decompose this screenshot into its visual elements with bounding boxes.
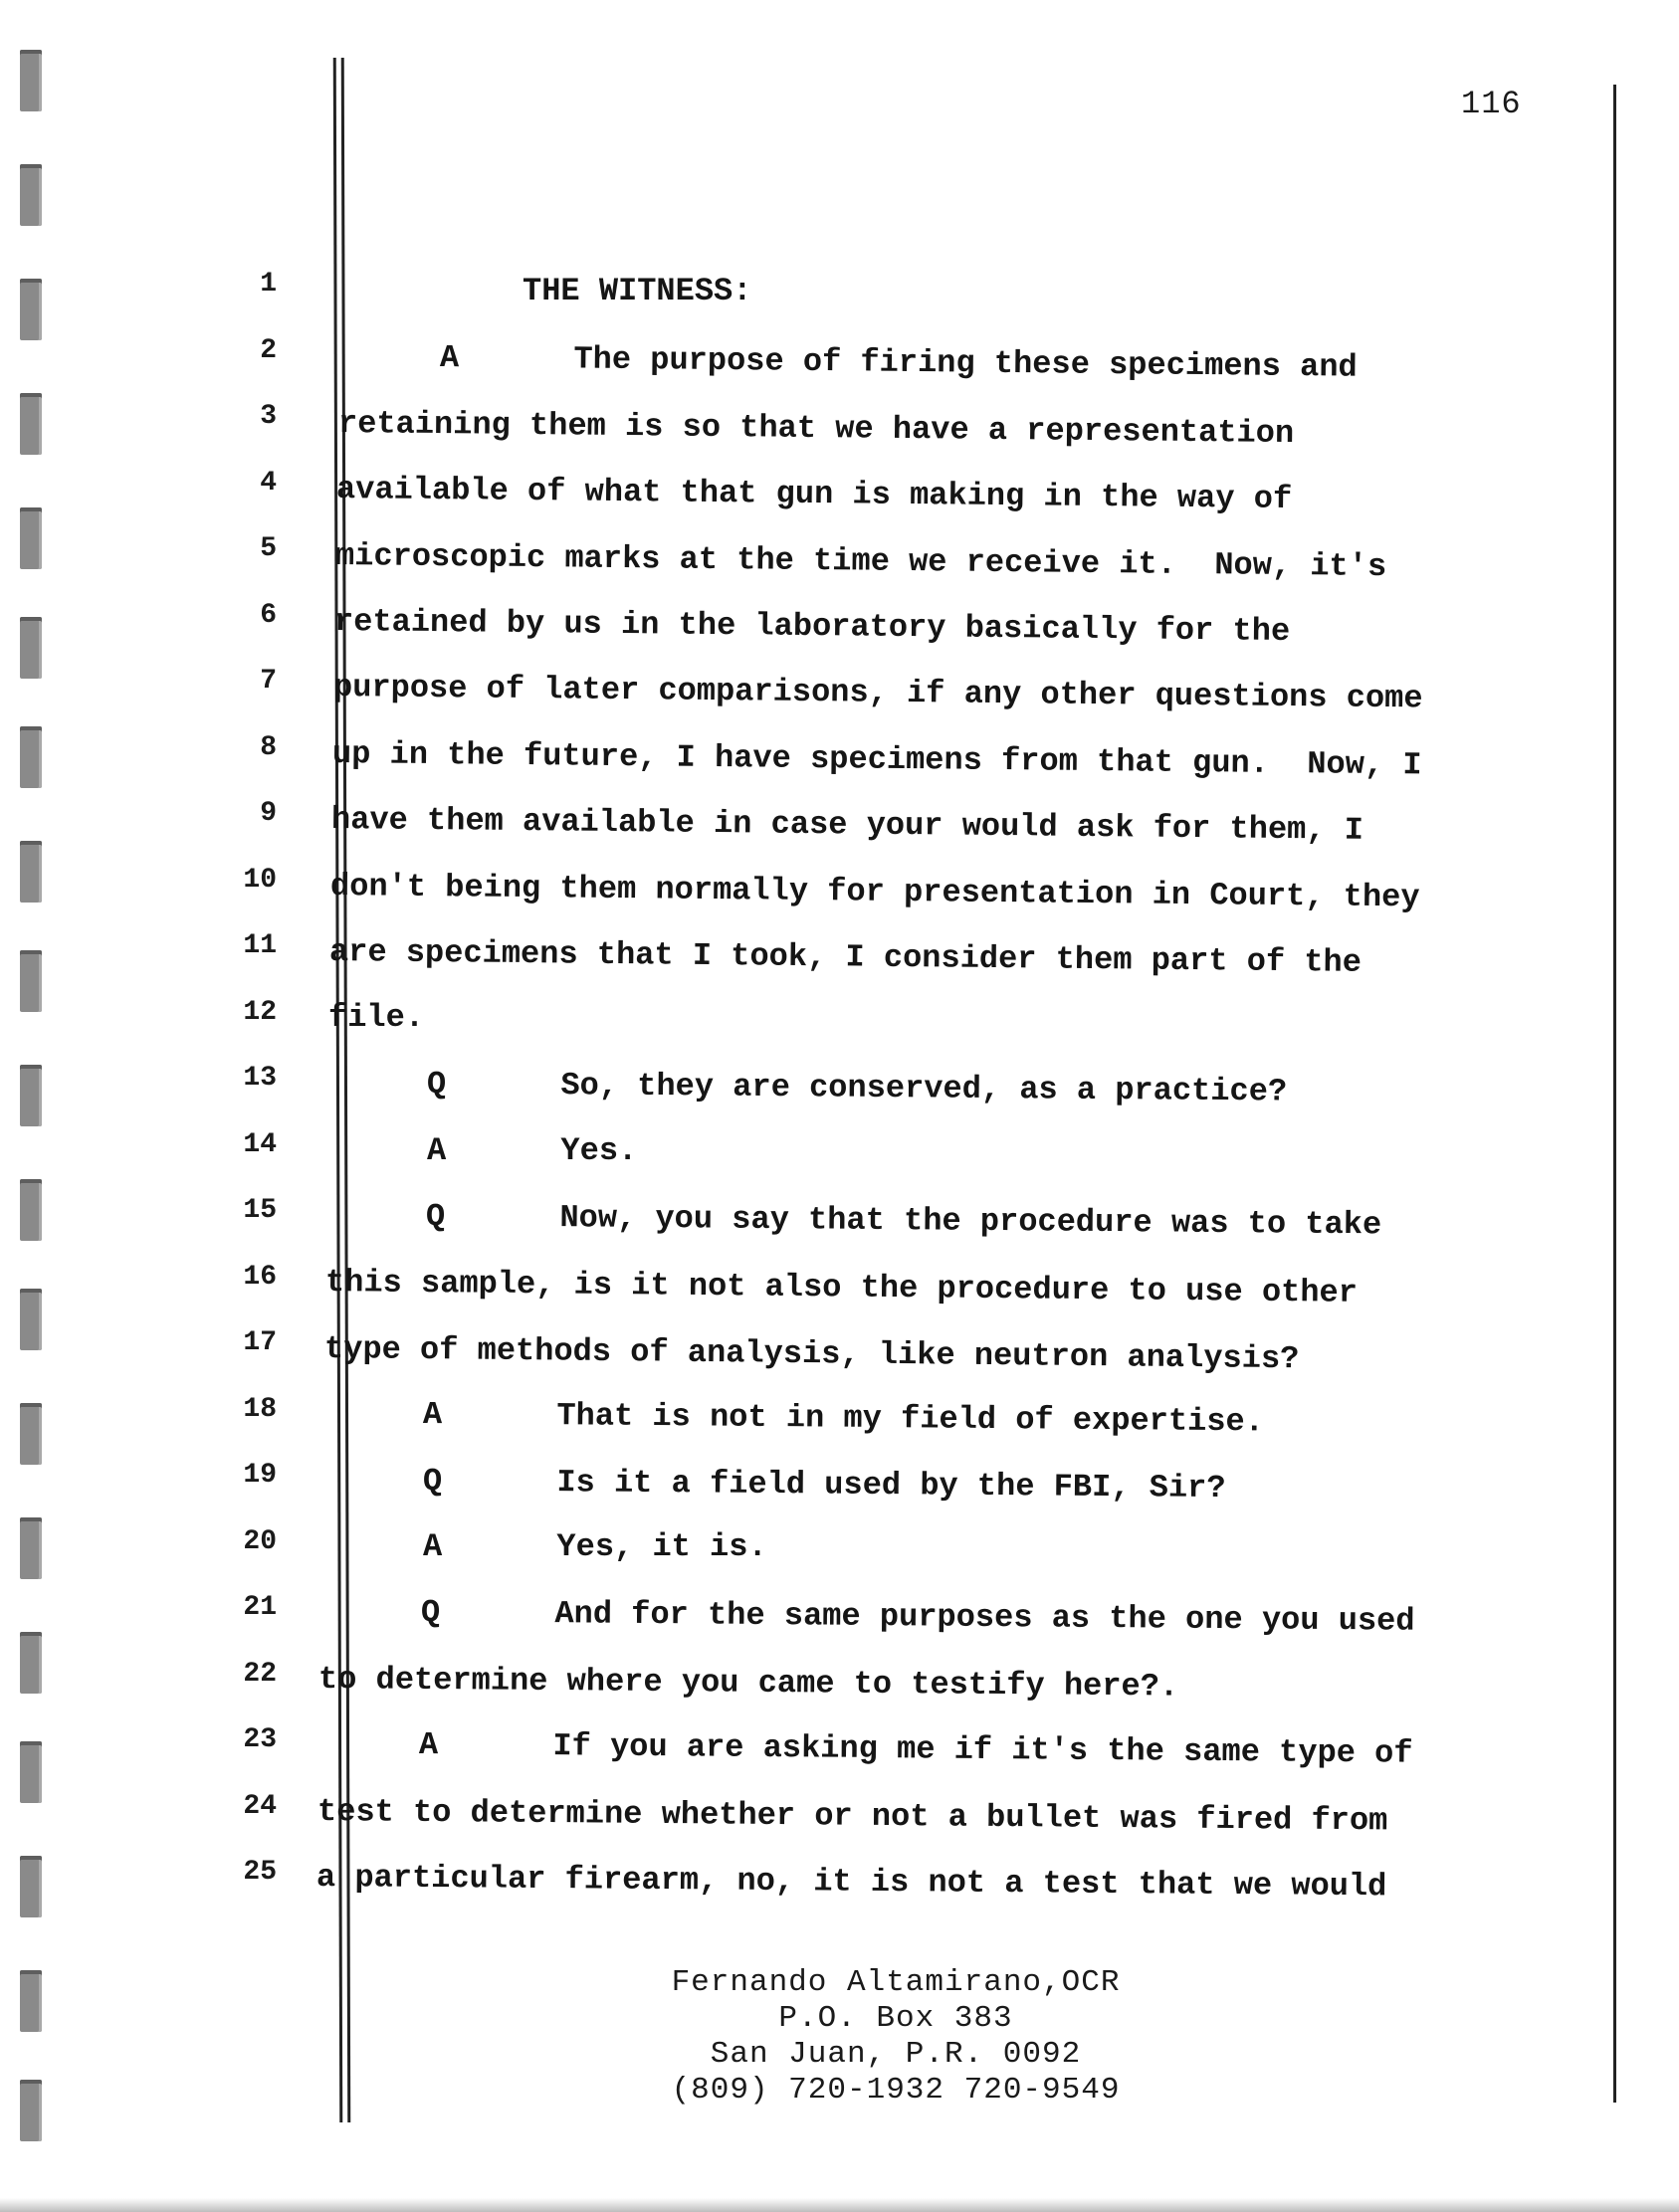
transcript-line: A If you are asking me if it's the same type of xyxy=(418,1726,1413,1772)
line-number: 13 xyxy=(243,1063,277,1094)
binder-hole xyxy=(20,507,42,569)
line-number: 23 xyxy=(243,1724,277,1755)
binder-hole xyxy=(20,164,42,226)
reporter-footer xyxy=(557,1965,1234,2109)
line-number: 15 xyxy=(243,1195,277,1226)
line-number: 19 xyxy=(243,1460,277,1491)
transcript-line: have them available in case your would ask for them, I xyxy=(330,801,1364,849)
binder-hole xyxy=(20,50,42,111)
binder-hole xyxy=(20,1632,42,1694)
binder-hole xyxy=(20,1403,42,1465)
line-number: 10 xyxy=(243,865,277,896)
reporter-name: Fernando Altamirano,OCR xyxy=(671,1965,1121,2000)
line-number: 6 xyxy=(260,600,277,631)
transcript-line: to determine where you came to testify here?. xyxy=(317,1661,1179,1706)
transcript-line: Q Now, you say that the procedure was to take xyxy=(425,1198,1382,1244)
page-edge-shadow xyxy=(0,2198,1679,2212)
reporter-phone: (809) 720-1932 720-9549 xyxy=(671,2073,1121,2108)
line-number: 17 xyxy=(243,1327,277,1358)
line-number: 9 xyxy=(260,798,277,829)
transcript-line: A Yes. xyxy=(427,1132,638,1169)
binder-hole xyxy=(20,1065,42,1126)
transcript-line: this sample, is it not also the procedure to use other xyxy=(324,1264,1359,1311)
line-number: 24 xyxy=(243,1791,277,1822)
line-number: 3 xyxy=(260,401,277,432)
binder-hole xyxy=(20,1517,42,1579)
binder-hole xyxy=(20,841,42,903)
line-number: 12 xyxy=(243,997,277,1028)
binder-hole xyxy=(20,726,42,788)
binder-hole xyxy=(20,279,42,340)
transcript-line: file. xyxy=(328,999,425,1036)
transcript-line: microscopic marks at the time we receive it. Now, it's xyxy=(334,537,1387,586)
binder-hole xyxy=(20,1741,42,1803)
line-number: 1 xyxy=(260,269,277,300)
line-number: 8 xyxy=(260,732,277,763)
line-number: 18 xyxy=(243,1394,277,1425)
reporter-city: San Juan, P.R. 0092 xyxy=(710,2037,1082,2072)
transcript-line: THE WITNESS: xyxy=(523,273,752,309)
line-number: 7 xyxy=(260,666,277,697)
line-number: 16 xyxy=(243,1262,277,1293)
transcript-line: type of methods of analysis, like neutron analysis? xyxy=(323,1330,1300,1378)
transcript-line: a particular firearm, no, it is not a test that we would xyxy=(315,1859,1387,1906)
binder-hole xyxy=(20,393,42,455)
transcript-line: are specimens that I took, I consider them part of the xyxy=(328,933,1363,981)
binder-hole xyxy=(20,1179,42,1241)
line-number: 22 xyxy=(243,1659,277,1690)
transcript-line: Q And for the same purposes as the one you used xyxy=(420,1594,1415,1640)
line-number: 20 xyxy=(243,1526,277,1557)
transcript-line: purpose of later comparisons, if any other questions come xyxy=(332,669,1423,717)
binder-hole xyxy=(20,1856,42,1917)
reporter-po-box: P.O. Box 383 xyxy=(778,2001,1013,2036)
transcript-line: A The purpose of firing these specimens and xyxy=(439,339,1358,386)
binder-hole xyxy=(20,1289,42,1350)
line-number: 25 xyxy=(243,1857,277,1888)
page-number: 116 xyxy=(1461,86,1522,122)
line-number: 11 xyxy=(243,930,277,961)
binder-hole xyxy=(20,950,42,1012)
transcript-line: retaining them is so that we have a representation xyxy=(337,405,1295,453)
line-number: 2 xyxy=(260,335,277,366)
transcript-line: test to determine whether or not a bullet was fired from xyxy=(316,1793,1388,1840)
transcript-line: A Yes, it is. xyxy=(423,1528,767,1565)
binder-hole xyxy=(20,1970,42,2032)
line-number: 21 xyxy=(243,1592,277,1623)
line-number: 4 xyxy=(260,468,277,499)
transcript-line: available of what that gun is making in the way of xyxy=(335,471,1293,518)
line-number: 14 xyxy=(243,1129,277,1160)
binder-hole xyxy=(20,2080,42,2141)
transcript-line: don't being them normally for presentation in Court, they xyxy=(329,868,1420,916)
transcript-line: Q So, they are conserved, as a practice? xyxy=(426,1066,1288,1110)
line-number: 5 xyxy=(260,533,277,564)
transcript-line: up in the future, I have specimens from that gun. Now, I xyxy=(331,735,1422,784)
transcript-line: retained by us in the laboratory basically for the xyxy=(333,603,1291,651)
binder-hole xyxy=(20,617,42,679)
transcript-line: Q Is it a field used by the FBI, Sir? xyxy=(422,1463,1226,1508)
right-margin-rule xyxy=(1613,85,1616,2103)
transcript-line: A That is not in my field of expertise. xyxy=(422,1396,1265,1441)
